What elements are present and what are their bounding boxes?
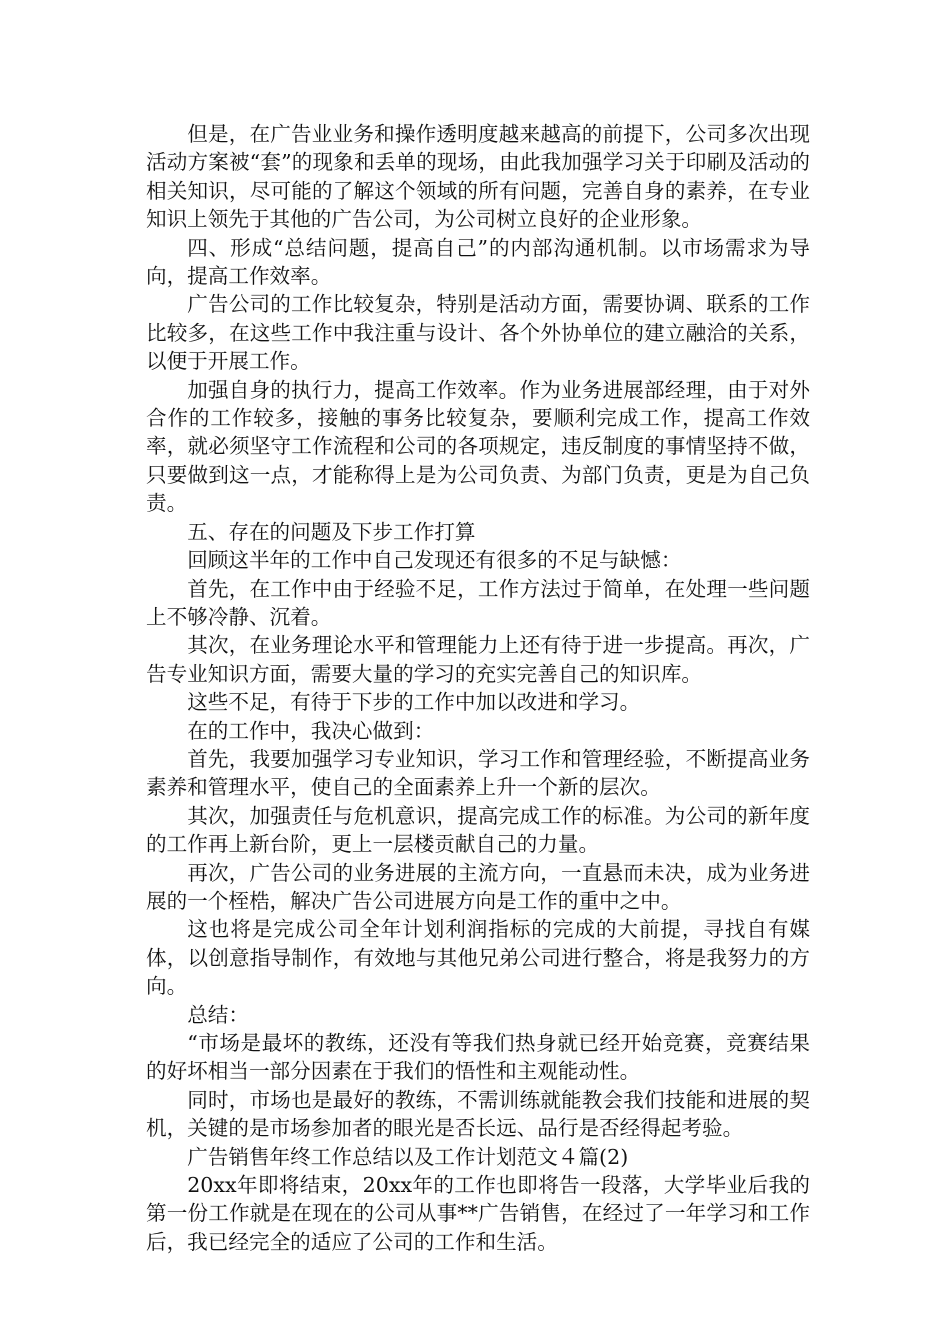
paragraph: 这些不足，有待于下步的工作中加以改进和学习。 — [187, 690, 641, 715]
document-body — [146, 120, 810, 1256]
paragraph: 首先，在工作中由于经验不足，工作方法过于简单，在处理一些问题上不够冷静、沉着。 — [146, 576, 810, 629]
paragraph: 这也将是完成公司全年计划利润指标的完成的大前提，寻找自有媒体，以创意指导制作，有效地与其他兄弟公司进行整合，将是我努力的方向。 — [146, 917, 810, 999]
section-heading: 五、存在的问题及下步工作打算 — [187, 519, 476, 544]
paragraph: 在的工作中，我决心做到： — [187, 718, 435, 743]
paragraph: 其次，加强责任与危机意识，提高完成工作的标准。为公司的新年度的工作再上新台阶，更上一层楼贡献自己的力量。 — [146, 803, 810, 857]
section-heading: 四、形成“总结问题，提高自己”的内部沟通机制。以市场需求为导向，提高工作效率。 — [146, 235, 810, 289]
quote-paragraph: “市场是最坏的教练，还没有等我们热身就已经开始竞赛，竞赛结果的好坏相当一部分因素在于我们的悟性和主观能动性。 — [146, 1031, 810, 1084]
paragraph: 20xx年即将结束，20xx年的工作也即将告一段落，大学毕业后我的第一份工作就是在现在的公司从事**广告销售，在经过了一年学习和工作后，我已经完全的适应了公司的工作和生活。 — [146, 1173, 810, 1254]
paragraph: 回顾这半年的工作中自己发现还有很多的不足与缺憾： — [187, 548, 682, 573]
article-title: 广告销售年终工作总结以及工作计划范文４篇(2) — [187, 1144, 629, 1169]
paragraph: 其次，在业务理论水平和管理能力上还有待于进一步提高。再次，广告专业知识方面，需要大量的学习的充实完善自己的知识库。 — [146, 633, 810, 686]
paragraph: 加强自身的执行力，提高工作效率。作为业务进展部经理，由于对外合作的工作较多，接触的事务比较复杂，要顺利完成工作，提高工作效率，就必须坚守工作流程和公司的各项规定，违反制度的事情坚持不做，只要做到这一点，才能称得上是为公司负责、为部门负责，更是为自己负责。 — [146, 377, 810, 516]
paragraph: 但是，在广告业业务和操作透明度越来越高的前提下，公司多次出现活动方案被“套”的现象和丢单的现场，由此我加强学习关于印刷及活动的相关知识，尽可能的了解这个领域的所有问题，完善自身的素养，在专业知识上领先于其他的广告公司，为公司树立良好的企业形象。 — [146, 122, 810, 232]
paragraph: 同时，市场也是最好的教练，不需训练就能教会我们技能和进展的契机，关键的是市场参加者的眼光是否长远、品行是否经得起考验。 — [146, 1087, 810, 1141]
paragraph: 首先，我要加强学习专业知识，学习工作和管理经验，不断提高业务素养和管理水平，使自己的全面素养上升一个新的层次。 — [146, 746, 810, 800]
paragraph: 再次，广告公司的业务进展的主流方向，一直悬而未决，成为业务进展的一个桎梏，解决广告公司进展方向是工作的重中之中。 — [146, 860, 810, 913]
paragraph: 广告公司的工作比较复杂，特别是活动方面，需要协调、联系的工作比较多，在这些工作中我注重与设计、各个外协单位的建立融洽的关系，以便于开展工作。 — [146, 292, 810, 374]
paragraph: 总结： — [187, 1002, 249, 1027]
